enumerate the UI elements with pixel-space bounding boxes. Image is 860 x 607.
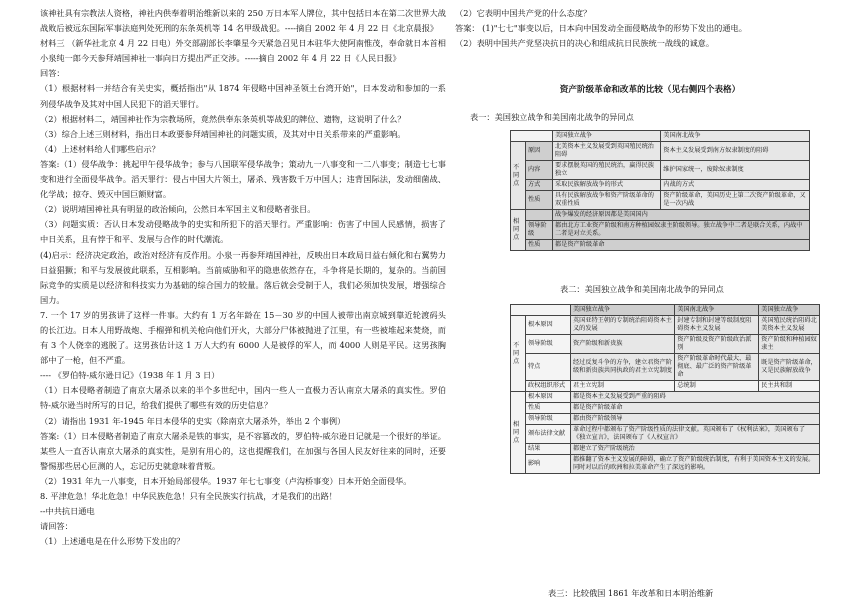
right-column: [455, 6, 845, 51]
row-label: 政权组织形式: [526, 381, 571, 392]
table3-caption: 表三：比较俄国 1861 年改革和日本明治维新: [548, 588, 714, 598]
paragraph: 该神社具有宗教法人资格，神社内供奉着明治维新以来的 250 万日本军人牌位，其中包括日本在第二次世界大战战败后被远东国际军事法庭判处死刑的东条英机等 14 名甲级战犯。----摘自 2002 年 4 月 22 日《北京晨报》: [40, 8, 446, 34]
section-title: 资产阶级革命和改革的比较（见右侧四个表格）: [559, 85, 741, 95]
paragraph: 请回答：: [40, 521, 73, 532]
paragraph: （1）上述通电是在什么形势下发出的？: [40, 536, 185, 547]
table-cell: 采取民族解放战争的形式: [553, 180, 661, 191]
table-cell: 资产阶级和种植园奴隶主: [759, 335, 820, 354]
table-head-cell: 美国独立战争: [553, 131, 661, 142]
row-label: 颁布法律文献: [526, 425, 571, 444]
table-cell: 革命过程中都颁布了资产阶级性质的法律文献。英国颁布了《权利法案》，美国颁布了《独立宣言》，法国颁布了《人权宣言》: [571, 425, 820, 444]
row-label: 领导阶级: [526, 414, 571, 425]
table-cell: 资产阶级革命时代最大、最彻底、最广泛的资产阶级革命: [675, 354, 759, 381]
row-label: 方式: [526, 180, 553, 191]
row-label: 领导阶级: [526, 335, 571, 354]
paragraph: （2）1931 年九一八事变，日本开始局部侵华。1937 年七七事变（卢沟桥事变）日本开始全面侵华。: [40, 475, 412, 486]
table-cell: 经过反复斗争的方争，建立君资产阶级和新贵族共同执政的君主立宪制度: [571, 354, 675, 381]
paragraph: 答案： (1)"七七"事变以后，日本向中国发动全面侵略战争的形势下发出的通电。: [455, 23, 747, 34]
row-label: 根本原因: [526, 316, 571, 335]
row-label: 原因: [526, 142, 553, 161]
paragraph: 回答：: [40, 68, 65, 79]
row-label: [526, 210, 553, 221]
row-label: 结果: [526, 444, 571, 455]
paragraph: （3）问题实质：否认日本发动侵略战争的史实和所犯下的滔天罪行。严重影响：伤害了中国人民感情，损害了中日关系，且有悖于和平、发展与合作的时代潮流。: [40, 219, 446, 245]
table-cell: [511, 305, 571, 316]
row-label: 性质: [526, 403, 571, 414]
table2: [510, 304, 820, 474]
paragraph: 7. 一个 17 岁的男孩讲了这样一件事。大约有 1 万名年龄在 15－30 岁的中国人被带出南京城到靠近轮渡码头的长江边。日本人用野战炮、手榴弹和机关枪向他们开火，大部分尸体被抛进了江里，有一些被堆起来焚烧，而有 3 个人侥幸的逃脱了。这男孩估计这 1 万人大约有 6000 人是被俘的军人，而 4000 人则是平民。这男孩胸部中了一枪，但不严重。: [40, 309, 446, 366]
paragraph: 答案:（1）日本侵略者制造了南京大屠杀是铁的事实，是不容篡改的，罗伯特-威尔逊日记就是一个很好的举证。某些人一直否认南京大屠杀的真实性，是别有用心的，这也提醒我们，在加强与各国人民友好往来的同时，还要警惕那些居心叵测的人，忘记历史就意味着背叛。: [40, 430, 446, 471]
row-group-label: 不同点: [511, 142, 526, 210]
row-label: 内容: [526, 161, 553, 180]
row-label: 根本原因: [526, 392, 571, 403]
paragraph: （1）根据材料一并结合有关史实，概括指出"从 1874 年侵略中国神圣领土台湾开始"，日本发动和参加的一系列侵华战争及其对中国人民犯下的滔天罪行。: [40, 83, 446, 109]
table-head-cell: 美国南北战争: [661, 131, 810, 142]
row-label: 性质: [526, 191, 553, 210]
row-group-label: 相同点: [511, 392, 526, 474]
paragraph: （2）表明中国共产党坚决抗日的决心和组成抗日民族统一战线的诚意。: [455, 38, 715, 49]
table-cell: 都由北方工业资产阶级和南方种植园奴隶主阶级领导。独立战争中二者是联合关系，内战中二者是对立关系。: [553, 221, 810, 240]
table1: [510, 130, 810, 251]
table-cell: 资产阶级及资产阶级政治派别: [675, 335, 759, 354]
table-head-cell: 美国独立战争: [759, 305, 820, 316]
table2-caption: 表二：美国独立战争和美国南北战争的异同点: [560, 284, 724, 294]
table-cell: 都是资产阶级革命: [571, 403, 820, 414]
table-cell: 都是资产阶级革命: [553, 240, 810, 251]
table-cell: 都由资产阶级领导: [571, 414, 820, 425]
table-cell: [511, 131, 553, 142]
table-cell: 君主立宪制: [571, 381, 675, 392]
table-cell: 内战的方式: [661, 180, 810, 191]
paragraph: 材料三 （新华社北京 4 月 22 日电）外交部副部长李肇星今天紧急召见日本驻华大使阿南惟茂，奉命就日本首相小泉纯一郎今天参拜靖国神社一事向日方提出严正交涉。-----摘自 2002 年 4 月 22 日《人民日报》: [40, 38, 446, 64]
row-label: 特点: [526, 354, 571, 381]
paragraph: （2）根据材料二，靖国神社作为宗教场所，竟然供奉东条英机等战犯的牌位、遗物，这说明了什么？: [40, 113, 406, 124]
table-cell: 战争爆发的经济原因都是美国国内: [553, 210, 810, 221]
paragraph: （1）日本侵略者制造了南京大屠杀以来的半个多世纪中，国内一些人一直极力否认南京大屠杀的真实性。罗伯特-威尔逊当时所写的日记，给我们提供了哪些有效的历史信息？: [40, 385, 446, 411]
table-cell: 封建专制和封建等级制度阻碍资本主义发展: [675, 316, 759, 335]
table-cell: 英国殖民统治阻碍北美资本主义发展: [759, 316, 820, 335]
paragraph: （4）上述材料给人们哪些启示？: [40, 143, 160, 154]
row-label: 性质: [526, 240, 553, 251]
table-cell: 都建立了资产阶级统治: [571, 444, 820, 455]
table-cell: 资本主义发展受到南方奴隶制度的阻碍: [661, 142, 810, 161]
paragraph: （3）综合上述三则材料，指出日本政要参拜靖国神社的问题实质，及其对中日关系带来的严重影响。: [40, 128, 406, 139]
table-head-cell: 美国独立战争: [571, 305, 675, 316]
row-group-label: 相同点: [511, 210, 526, 251]
table-cell: 都是资本主义发展受到严重的阻碍: [571, 392, 820, 403]
row-label: 影响: [526, 455, 571, 474]
table-cell: 具有民族解放战争和资产阶级革命的双重性质: [553, 191, 661, 210]
paragraph: （2）它表明中国共产党的什么态度？: [455, 8, 592, 18]
paragraph: 答案:（1）侵华战争：挑起甲午侵华战争；参与八国联军侵华战争；策动九一八事变和一二八事变；制造七七事变和进行全面侵华战争。滔天罪行：侵占中国大片领土，屠杀、残害数千万中国人；违背国际法，发动细菌战、化学战；掠夺、毁灭中国巨额财富。: [40, 158, 446, 200]
table-cell: 英国亚特王朝的专制统治阻碍资本主义的发展: [571, 316, 675, 335]
paragraph: 8. 平津危急！华北危急！中华民族危急！只有全民族实行抗战，才是我们的出路！: [40, 491, 337, 501]
paragraph: ---- 《罗伯特-威尔逊日记》（1938 年 1 月 3 日）: [40, 370, 220, 381]
left-column: [40, 6, 446, 549]
table-cell: 都推翻了资本主义发展的障碍，确立了资产阶级统治制度，有利于美国资本主义的发展。同时对以后的欧洲和拉美革命产生了深远的影响。: [571, 455, 820, 474]
table-cell: 资产阶级和新贵族: [571, 335, 675, 354]
table-cell: 资产阶级革命，美国历史上第二次资产阶级革命，又是一次内战: [661, 191, 810, 210]
row-group-label: 不同点: [511, 316, 526, 392]
table-cell: 民主共和制: [759, 381, 820, 392]
table-cell: 北美资本主义发展受到英国殖民统治阻碍: [553, 142, 661, 161]
table-cell: 总统制: [675, 381, 759, 392]
table-cell: 要求摆脱英国的殖民统治，赢得民族独立: [553, 161, 661, 180]
paragraph: (4)启示：经济决定政治，政治对经济有反作用。小泉一再参拜靖国神社，反映出日本政局日益右倾化和右翼势力日益猖獗；和平与发展彼此联系，互相影响。当前威胁和平的隐患依然存在，斗争将是长期的，复杂的。当前国际竞争的实质是以经济和科技实力为基础的综合国力的较量。落后就会受制于人，我们必须加快发展，增强综合国力。: [40, 249, 446, 305]
table-cell: 维护国家统一，废除奴隶制度: [661, 161, 810, 180]
row-label: 领导阶级: [526, 221, 553, 240]
paragraph: （2）请指出 1931 年-1945 年日本侵华的史实（除南京大屠杀外，举出 2 个事例）: [40, 415, 346, 426]
paragraph: --中共抗日通电: [40, 506, 95, 517]
table-head-cell: 美国南北战争: [675, 305, 759, 316]
table-cell: 既是资产阶级革命，又是民族解放战争: [759, 354, 820, 381]
table1-caption: 表一：美国独立战争和美国南北战争的异同点: [470, 112, 634, 122]
paragraph: （2）说明靖国神社具有明显的政治倾向，公然日本军国主义和侵略者张目。: [40, 204, 316, 215]
